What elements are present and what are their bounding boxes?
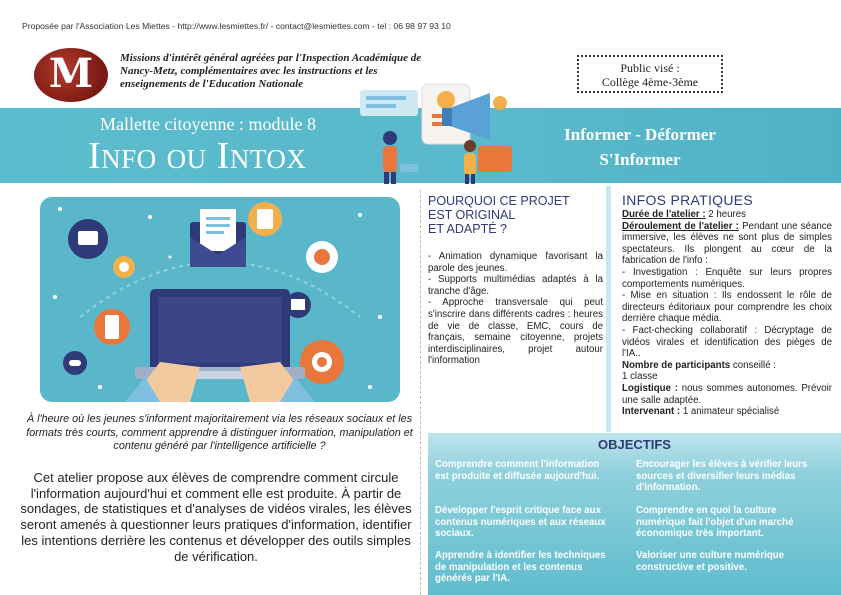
participants-value: conseillé : (730, 359, 776, 371)
why-section (428, 251, 603, 367)
column-divider (420, 190, 421, 595)
intro-question: À l'heure où les jeunes s'informent majoritairement via les réseaux sociaux et les formats très courts, comment apprendre à distinguer information, manipulation et contenu généré par l'intelligence artificielle ? (26, 413, 413, 452)
tablet-icon (248, 202, 282, 236)
chat-bubble-icon (68, 219, 108, 259)
contact-line: Proposée par l'Association Les Miettes - http://www.lesmiettes.fr/ - contact@lesmiettes.com - tel : 06 98 97 93 10 (22, 21, 451, 31)
laptop-digital-icons-illustration (40, 197, 400, 402)
workshop-description: Cet atelier propose aux élèves de comprendre comment circule l'information aujourd'hui et comment elle est produite. À partir de sondages, de statistiques et d'analyses de vidéos virales, les élèves seront amenés à questionner leurs pratiques d'information, identifier les intentions derrière les contenus et développer des outils simples de vérification. (20, 470, 412, 564)
why-point-2: - Supports multimédias adaptés à la tranche d'âge. (428, 274, 603, 297)
process-step-2: - Mise en situation : Ils endossent le rôle de directeurs éditoriaux pour comprendre les choix derrière chaque média. (622, 290, 832, 325)
participants-count: 1 classe (622, 371, 658, 383)
process-step-1: - Investigation : Enquête sur leurs propres comportements numériques. (622, 266, 832, 290)
objective-item-5: Comprendre en quoi la culture numérique fait l'objet d'un marché économique très important. (636, 505, 794, 539)
speaker-label: Intervenant : (622, 406, 681, 418)
target-audience-box (577, 55, 723, 93)
logo-letter: M (48, 50, 94, 97)
duration-line (622, 209, 832, 221)
participants-line (622, 360, 832, 372)
objective-item-2: Développer l'esprit critique face aux contenus numériques et aux réseaux sociaux. (435, 505, 606, 539)
target-audience-label: Public visé : (620, 61, 680, 75)
why-heading-line3: ET ADAPTÉ ? (428, 222, 507, 236)
duration-value: 2 heures (705, 209, 747, 220)
why-heading (428, 194, 608, 236)
participants-label: Nombre de participants (622, 359, 731, 371)
logistics-line (622, 383, 832, 406)
tagline-line2: S'Informer (599, 150, 681, 169)
speaker-line (622, 406, 832, 418)
logistics-label: Logistique : (622, 382, 678, 394)
chat-bubble-shape (360, 90, 418, 116)
why-point-3: - Approche transversale qui peut s'inscrire dans différents cadres : heures de vie de classe, EMC, cours de français, semaine citoyenne, projets interdisciplinaires, projet autour l'information (428, 297, 603, 367)
objective-item-1: Comprendre comment l'information est produite et diffusée aujourd'hui. (435, 459, 600, 482)
process-value: Pendant une séance immersive, les élèves ne sont plus de simples spectateurs. Ils plongent au cœur de la fabrication de l'info : (622, 220, 832, 267)
objectives-heading: OBJECTIFS (598, 437, 671, 452)
infos-section (622, 209, 832, 418)
compass-icon (113, 256, 135, 278)
association-logo (34, 48, 108, 102)
why-heading-line2: EST ORIGINAL (428, 208, 516, 222)
why-point-1: - Animation dynamique favorisant la parole des jeunes. (428, 251, 603, 274)
process-line (622, 221, 832, 267)
objective-item-3: Apprendre à identifier les techniques de manipulation et les contenus générés par l'IA. (435, 550, 606, 584)
share-icon (306, 241, 338, 273)
settings-icon (300, 340, 344, 384)
mission-statement: Missions d'intérêt général agréées par l'Inspection Académique de Nancy-Metz, complémentaires avec les instructions et les enseignements de l'Education Nationale (120, 52, 422, 90)
why-heading-line1: POURQUOI CE PROJET (428, 194, 570, 208)
logistics-value: nous sommes autonomes. Prévoir une salle adaptée. (622, 382, 833, 406)
page-title: Info ou Intox (88, 135, 307, 177)
infos-heading: INFOS PRATIQUES (622, 192, 754, 208)
link-icon (63, 351, 87, 375)
module-subtitle: Mallette citoyenne : module 8 (100, 114, 316, 134)
objective-item-6: Valoriser une culture numérique constructive et positive. (636, 550, 785, 573)
megaphone-people-illustration (350, 78, 520, 186)
objective-item-4: Encourager les élèves à vérifier leurs sources et diversifier leurs médias d'information. (636, 459, 808, 493)
duration-label: Durée de l'atelier : (622, 209, 706, 220)
tagline (540, 122, 740, 172)
phone-icon (94, 309, 130, 345)
tagline-line1: Informer - Déformer (564, 125, 716, 144)
person-head (383, 131, 397, 145)
target-audience-value: Collège 4ème-3ème (601, 75, 699, 89)
speaker-value: 1 animateur spécialisé (680, 406, 780, 418)
process-label: Déroulement de l'atelier : (622, 220, 739, 232)
process-step-3: - Fact-checking collaboratif : Décryptage de vidéos virales et identification des pièges de l'IA.. (622, 324, 832, 360)
